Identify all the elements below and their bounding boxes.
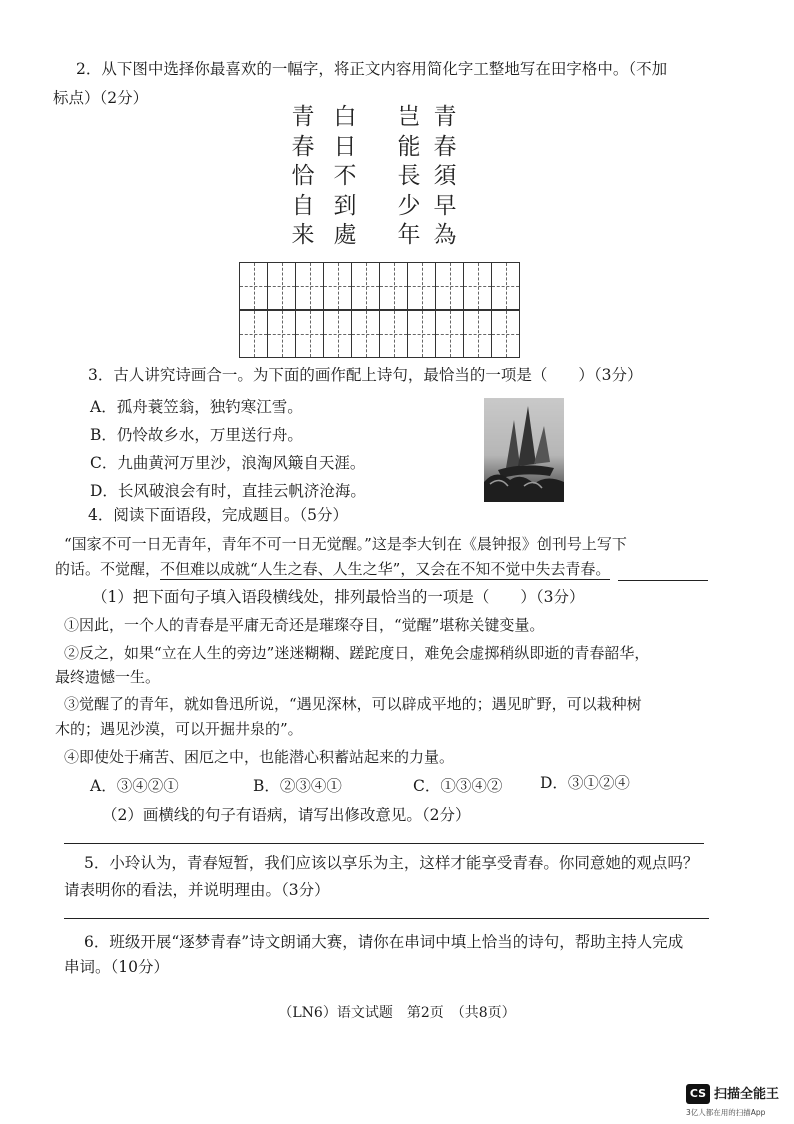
q4-option-d: D．③①②④ xyxy=(540,774,630,792)
scanner-app-logo xyxy=(686,1082,786,1118)
tianzige-cell[interactable] xyxy=(435,262,464,310)
calligraphy-char: 自 xyxy=(291,192,315,219)
q3-stem: 3．古人讲究诗画合一。为下面的画作配上诗句，最恰当的一项是（ ）（3分） xyxy=(88,366,643,384)
calligraphy-char: 来 xyxy=(291,222,315,248)
tianzige-cell[interactable] xyxy=(295,262,324,310)
tianzige-cell[interactable] xyxy=(351,262,380,310)
calligraphy-char: 青 xyxy=(433,104,457,130)
calligraphy-column-2 xyxy=(328,103,362,251)
q4-sentence-2b: 最终遗憾一生。 xyxy=(55,668,161,686)
tianzige-cell[interactable] xyxy=(491,262,520,310)
q2-stem-line2: 标点）（2分） xyxy=(53,89,149,107)
q4-underlined-sentence: 不但难以成就“人生之春、人生之华”，又会在不知不觉中失去青春。 xyxy=(160,560,611,578)
calligraphy-char: 能 xyxy=(397,133,421,160)
tianzige-cell[interactable] xyxy=(323,262,352,310)
calligraphy-column-1 xyxy=(286,103,320,251)
tianzige-cell[interactable] xyxy=(379,310,408,358)
calligraphy-char: 恰 xyxy=(291,163,315,189)
q4-option-c: C．①③④② xyxy=(413,777,503,795)
scanner-app-tagline: 3亿人都在用的扫描App xyxy=(686,1108,766,1117)
calligraphy-char: 青 xyxy=(291,104,315,130)
q3-option-a: A．孤舟蓑笠翁，独钓寒江雪。 xyxy=(90,398,303,416)
tianzige-cell[interactable] xyxy=(407,262,436,310)
calligraphy-char: 須 xyxy=(433,163,457,189)
calligraphy-column-3 xyxy=(392,103,426,251)
calligraphy-char: 長 xyxy=(397,163,421,189)
q6-stem-line1: 6．班级开展“逐梦青春”诗文朗诵大赛，请你在串词中填上恰当的诗句，帮助主持人完成 xyxy=(84,933,684,951)
q3-option-d: D．长风破浪会有时，直挂云帆济沧海。 xyxy=(90,482,366,500)
answer-line[interactable] xyxy=(64,918,709,919)
q4-option-b: B．②③④① xyxy=(253,777,342,795)
q4-sentence-3b: 木的；遇见沙漠，可以开掘井泉的”。 xyxy=(55,720,303,738)
calligraphy-char: 處 xyxy=(333,222,357,248)
answer-line[interactable] xyxy=(64,843,704,844)
tianzige-cell[interactable] xyxy=(463,310,492,358)
ship-illustration xyxy=(484,398,564,502)
q4-sentence-2a: ②反之，如果“立在人生的旁边”迷迷糊糊、蹉跎度日，难免会虚掷稍纵即逝的青春韶华， xyxy=(64,644,650,662)
q4-sentence-1: ①因此，一个人的青春是平庸无奇还是璀璨夺目，“觉醒”堪称关键变量。 xyxy=(64,616,545,634)
tianzige-cell[interactable] xyxy=(379,262,408,310)
calligraphy-artwork xyxy=(286,103,466,253)
q4-sentence-3a: ③觉醒了的青年，就如鲁迅所说，“遇见深林，可以辟成平地的；遇见旷野，可以栽种树 xyxy=(64,695,642,713)
tianzige-cell[interactable] xyxy=(351,310,380,358)
tianzige-cell[interactable] xyxy=(491,310,520,358)
scanner-badge-icon: CS xyxy=(686,1084,710,1104)
calligraphy-column-4 xyxy=(428,103,462,251)
tianzige-cell[interactable] xyxy=(295,310,324,358)
tianzige-cell[interactable] xyxy=(239,310,268,358)
q4-answer-blank[interactable] xyxy=(618,564,708,581)
tianzige-grid[interactable] xyxy=(239,263,529,359)
sailing-ship-painting xyxy=(484,398,564,502)
calligraphy-char: 岂 xyxy=(397,104,421,130)
q3-option-b: B．仍怜故乡水，万里送行舟。 xyxy=(90,426,303,444)
q5-stem-line2: 请表明你的看法，并说明理由。（3分） xyxy=(64,881,330,899)
q3-option-c: C．九曲黄河万里沙，浪淘风簸自天涯。 xyxy=(90,454,366,472)
tianzige-cell[interactable] xyxy=(435,310,464,358)
q4-passage-line2 xyxy=(55,558,708,581)
q5-stem-line1: 5．小玲认为，青春短暂，我们应该以享乐为主，这样才能享受青春。你同意她的观点吗？ xyxy=(84,854,699,872)
q4-sub2-stem: （2）画横线的句子有语病，请写出修改意见。（2分） xyxy=(102,806,471,824)
q4-sub1-stem: （1）把下面句子填入语段横线处，排列最恰当的一项是（ ）（3分） xyxy=(92,588,585,606)
q4-option-a: A．③④②① xyxy=(90,777,179,795)
calligraphy-char: 年 xyxy=(397,222,421,248)
q4-stem: 4．阅读下面语段，完成题目。（5分） xyxy=(88,506,348,524)
tianzige-cell[interactable] xyxy=(407,310,436,358)
tianzige-cell[interactable] xyxy=(463,262,492,310)
calligraphy-char: 白 xyxy=(333,104,357,130)
tianzige-cell[interactable] xyxy=(267,310,296,358)
tianzige-cell[interactable] xyxy=(323,310,352,358)
calligraphy-char: 早 xyxy=(433,192,457,219)
tianzige-cell[interactable] xyxy=(239,262,268,310)
scanner-app-name: 扫描全能王 xyxy=(714,1087,780,1102)
calligraphy-char: 不 xyxy=(333,163,357,189)
q4-passage-text: 的话。不觉醒， xyxy=(55,560,161,578)
q2-stem-line1: 2．从下图中选择你最喜欢的一幅字，将正文内容用简化字工整地写在田字格中。（不加 xyxy=(76,60,668,78)
page-footer: （LN6）语文试题 第2页 （共8页） xyxy=(278,1005,516,1021)
q4-passage-line1: “国家不可一日无青年，青年不可一日无觉醒。”这是李大钊在《晨钟报》创刊号上写下 xyxy=(64,535,627,553)
calligraphy-char: 為 xyxy=(433,222,457,248)
calligraphy-char: 到 xyxy=(333,192,357,219)
q6-stem-line2: 串词。（10分） xyxy=(64,958,169,976)
calligraphy-char: 春 xyxy=(433,133,457,160)
calligraphy-char: 春 xyxy=(291,133,315,160)
calligraphy-char: 日 xyxy=(333,133,357,160)
calligraphy-char: 少 xyxy=(397,192,421,219)
q4-sentence-4: ④即使处于痛苦、困厄之中，也能潜心积蓄站起来的力量。 xyxy=(64,748,455,766)
tianzige-cell[interactable] xyxy=(267,262,296,310)
